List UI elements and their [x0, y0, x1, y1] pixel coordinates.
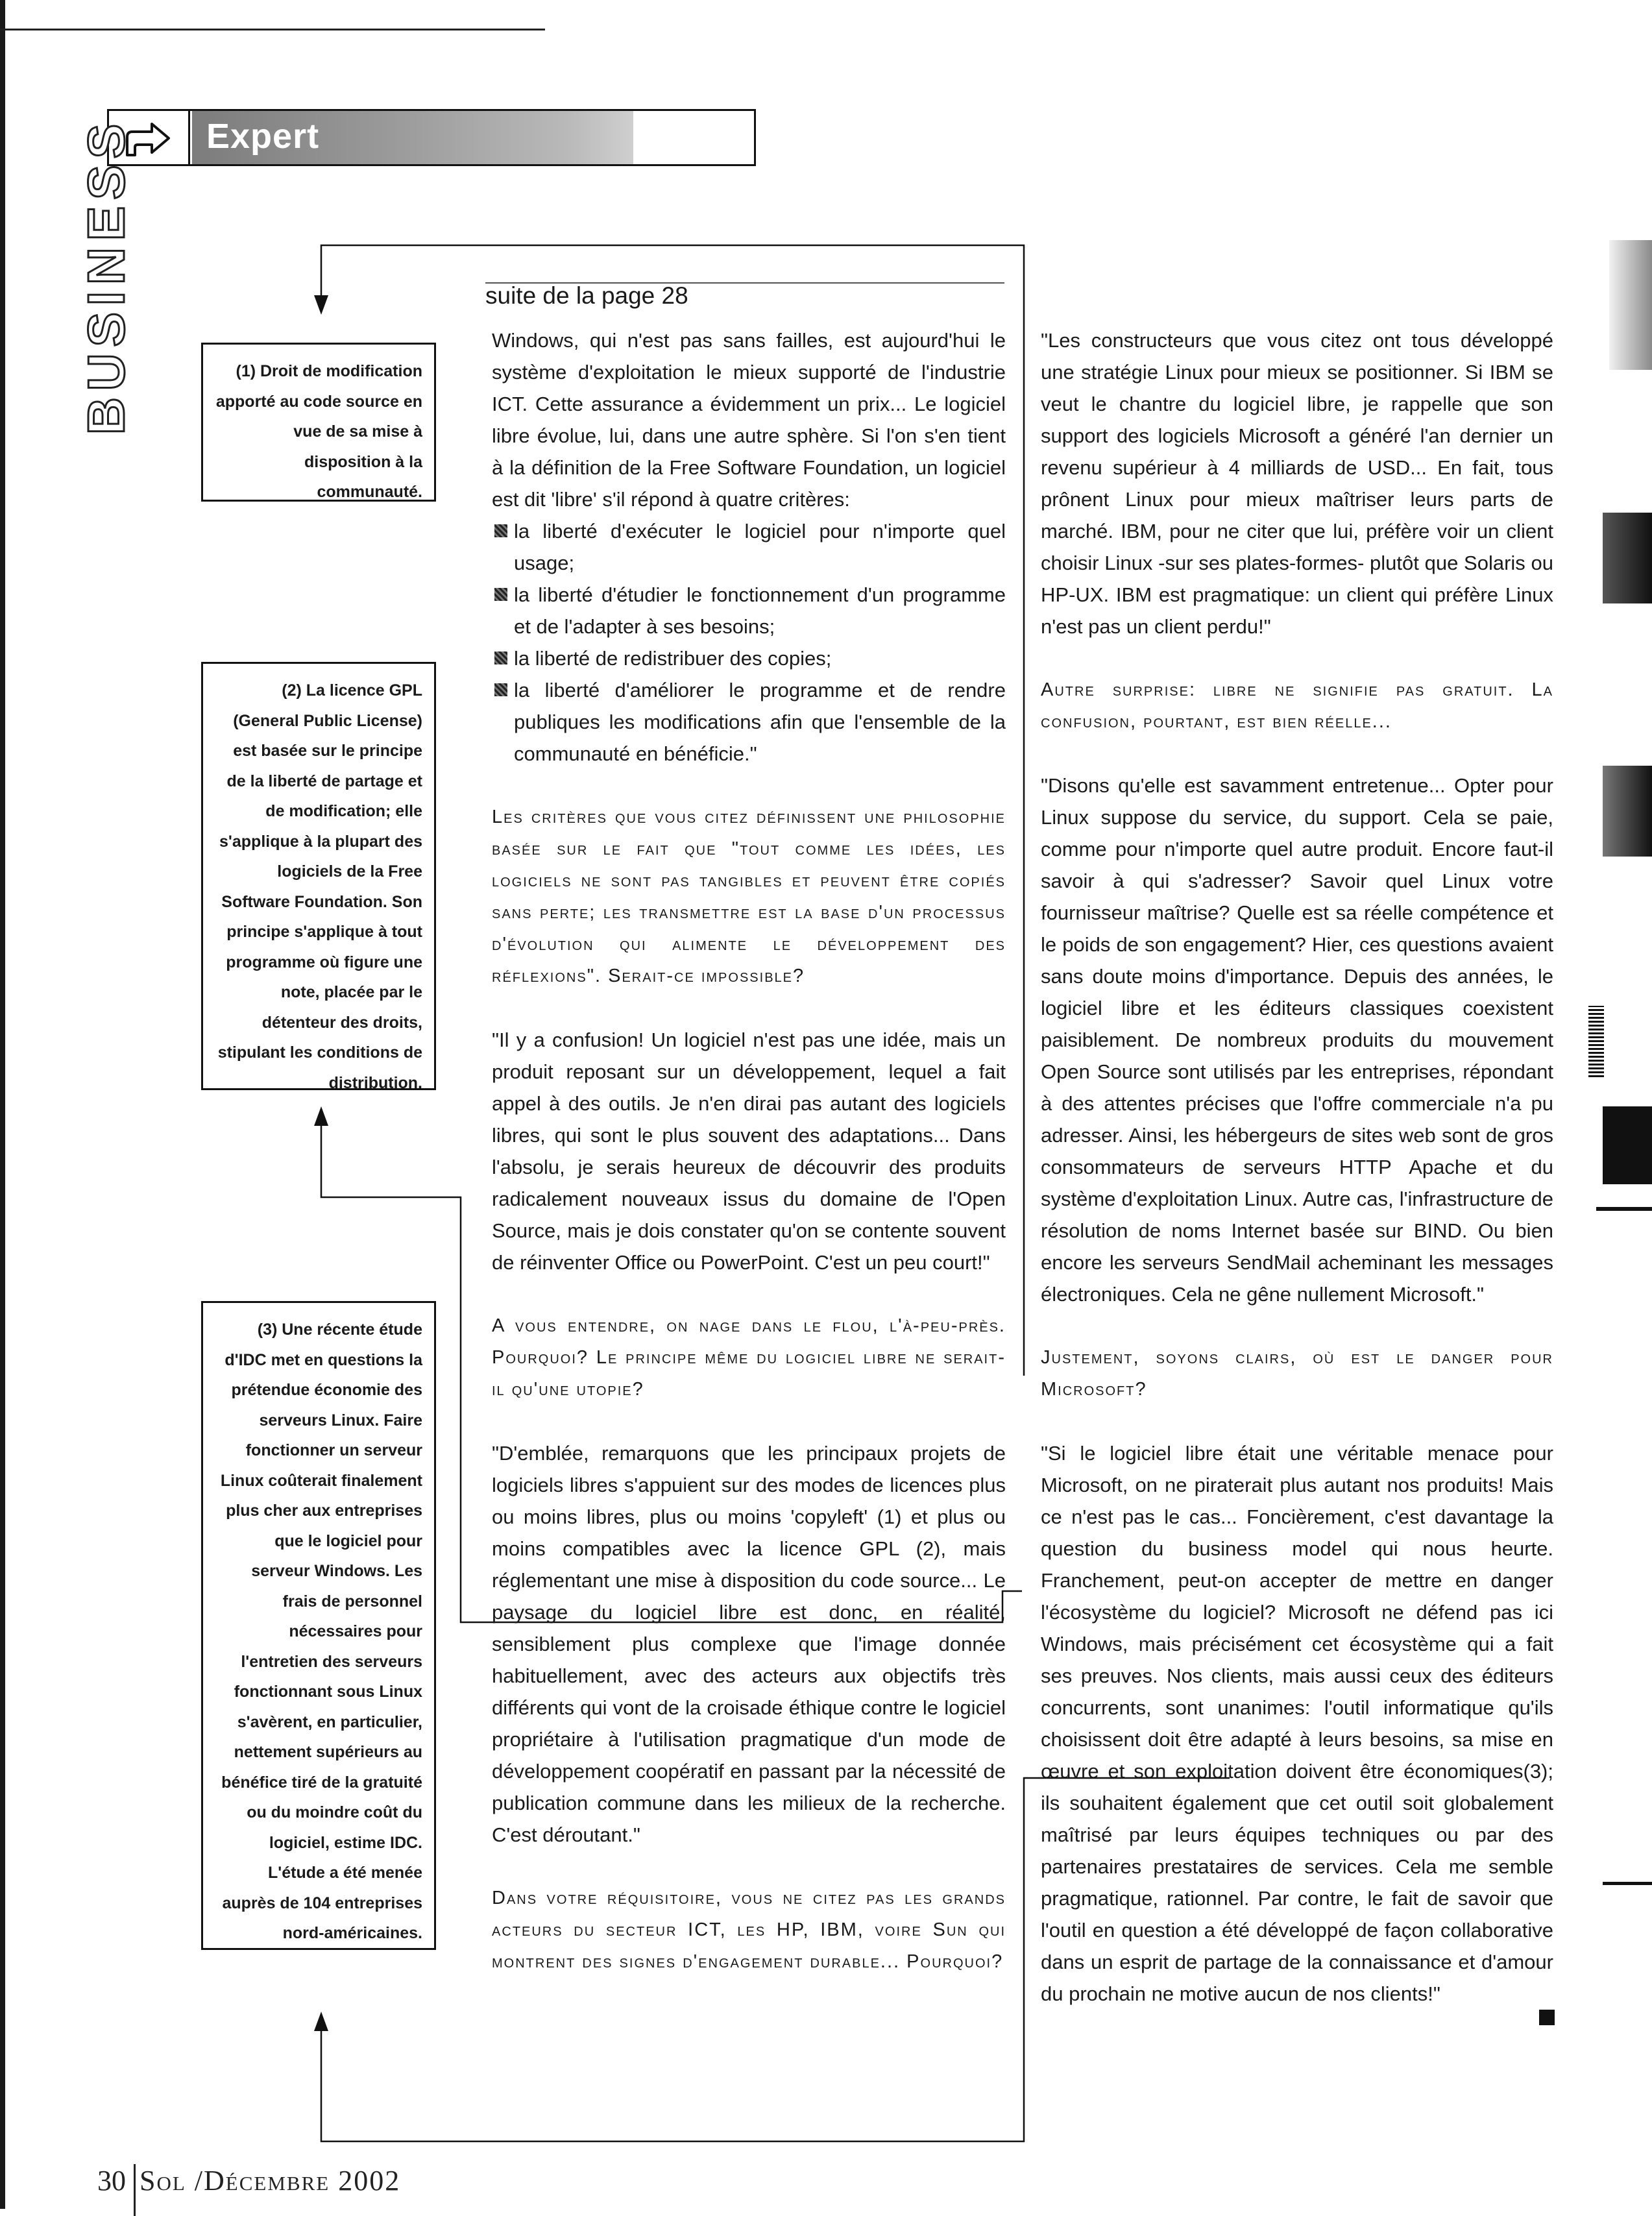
top-rule: [0, 29, 545, 30]
square-bullet-icon: [494, 524, 507, 537]
continued-from-text: suite de la page 28: [485, 282, 688, 309]
answer-4: "Disons qu'elle est savamment entretenue... Opter pour Linux suppose du service, du support. Cela se paie, comme pour n'importe quel autre produit. Encore faut-il savoir à qui s'adresser? Savoir quel Linux votre fournisseur maîtrise? Quelle est sa réelle compétence et le poids de son engagement? Hier, ces questions avaient sans doute moins d'importance. Depuis des années, le logiciel libre et les éditeurs classiques coexistent paisiblement. De nombreux produits du mouvement Open Source sont utilisés par les entreprises, répondant à des attentes précises que l'offre commerciale n'a pu adresser. Ainsi, les hébergeurs de sites web sont de gros consommateurs de serveurs HTTP Apache et du système d'exploitation Linux. Autre cas, l'infrastructure de résolution de noms Internet basée sur BIND. Ou bien encore les serveurs SendMail acheminant les messages électroniques. Cela ne gêne nullement Microsoft.": [1041, 774, 1553, 1306]
question-1: Les critères que vous citez définissent une philosophie basée sur le fait que "tout comme les idées, les logiciels ne sont pas tangibles et peuvent être copiés sans perte; les transmettre est la base d'un processus d'évolution qui alimente le développement des réflexions". Serait-ce impossible?: [492, 807, 1006, 986]
answer-3: "Les constructeurs que vous citez ont tous développé une stratégie Linux pour mieux se positionner. Si IBM se veut le chantre du logiciel libre, je rappelle que son support des logiciels Microsoft a généré l'an dernier un revenu supérieur à 4 milliards de USD... En fait, tous prônent Linux pour mieux maîtriser leurs parts de marché. IBM, pour ne citer que lui, préfère voir un client choisir Linux -sur ses plates-formes- plutôt que Solaris ou HP-UX. IBM est pragmatique: un client qui préfère Linux n'est pas un client perdu!": [1041, 329, 1553, 638]
footnote-2: (2) La licence GPL (General Public License) est basée sur le principe de la liberté de partage et de modification; elle s'applique à la plupart des logiciels de la Free Software Foundation. Son principe s'applique à tout programme où figure une note, placée par le détenteur des droits, stipulant les conditions de distribution.: [201, 662, 436, 1090]
page-footer: [97, 2164, 400, 2216]
question-5: Justement, soyons clairs, où est le danger pour Microsoft?: [1041, 1347, 1553, 1400]
question-3: Dans votre réquisitoire, vous ne citez pas les grands acteurs du secteur ICT, les HP, IBM, voire Sun qui montrent des signes d'engagement durable... Pourquoi?: [492, 1888, 1006, 1972]
section-header: [107, 109, 756, 166]
list-item: la liberté de redistribuer des copies;: [492, 642, 1006, 674]
middle-column: [492, 324, 1006, 2010]
answer-1: "Il y a confusion! Un logiciel n'est pas une idée, mais un produit reposant sur un développement, lequel a fait appel à des outils. Je n'en dirai pas autant des logiciels libres, qui sont le plus souvent des adaptations... Dans l'absolu, je serais heureux de découvrir des produits radicalement nouveaux issus du domaine de l'Open Source, mais je dois constater qu'on se contente souvent de réinventer Office ou PowerPoint. C'est un peu court!": [492, 1029, 1006, 1274]
scan-edge-artifact: [1603, 513, 1652, 603]
publication-date: Sol /Décembre 2002: [140, 2165, 401, 2197]
criteria-list: [492, 515, 1006, 770]
right-column: [1041, 324, 1553, 2041]
list-item: la liberté d'étudier le fonctionnement d'un programme et de l'adapter à ses besoins;: [492, 579, 1006, 642]
question-2: A vous entendre, on nage dans le flou, l'à-peu-près. Pourquoi? Le principe même du logiciel libre ne serait-il qu'une utopie?: [492, 1315, 1006, 1400]
scan-edge-artifact: [1603, 1882, 1652, 1885]
spacer: [492, 770, 1006, 801]
scan-edge-artifact: [1609, 240, 1652, 370]
intro-paragraph: Windows, qui n'est pas sans failles, est aujourd'hui le système d'exploitation le mieux supporté de l'industrie ICT. Cette assurance a évidemment un prix... Le logiciel libre évolue, lui, dans une autre sphère. Si l'on s'en tient à la définition de la Free Software Foundation, un logiciel est dit 'libre' s'il répond à quatre critères:: [492, 329, 1006, 511]
scan-edge-artifact: [1603, 766, 1652, 857]
continued-from-heading: [485, 282, 1004, 311]
square-bullet-icon: [494, 588, 507, 601]
page-scan-edge: [0, 0, 5, 2209]
list-item: la liberté d'améliorer le programme et de rendre publiques les modifications afin que l'ensemble de la communauté en bénéficie.": [492, 674, 1006, 770]
scan-edge-artifact: [1596, 1207, 1652, 1211]
footer-separator: [134, 2164, 136, 2216]
answer-2: "D'emblée, remarquons que les principaux projets de logiciels libres s'appuient sur des modes de licences plus ou moins libres, plus ou moins 'copyleft' (1) et plus ou moins compatibles avec la licence GPL (2), mais réglementant une mise à disposition du code source... Le paysage du logiciel libre est donc, en réalité, sensiblement plus complexe que l'image donnée habituellement, avec des acteurs aux objectifs très différents qui vont de la croisade éthique contre le logiciel propriétaire à l'utilisation pragmatique d'un mode de développement coopératif en passant par la nécessité de publication commune dans les milieux de la recherche. C'est déroutant.": [492, 1442, 1006, 1846]
scan-edge-artifact: [1588, 1006, 1604, 1077]
header-divider: [188, 111, 190, 164]
vertical-section-label: BUSINESS: [77, 117, 135, 435]
section-label: Expert: [206, 117, 320, 156]
footnote-3: (3) Une récente étude d'IDC met en questions la prétendue économie des serveurs Linux. Faire fonctionner un serveur Linux coûterait finalement plus cher aux entreprises que le logiciel pour serveur Windows. Les frais de personnel nécessaires pour l'entretien des serveurs fonctionnant sous Linux s'avèrent, en particulier, nettement supérieurs au bénéfice tiré de la gratuité ou du moindre coût du logiciel, estime IDC. L'étude a été menée auprès de 104 entreprises nord-américaines.: [201, 1301, 436, 1950]
square-bullet-icon: [494, 651, 507, 664]
question-4: Autre surprise: libre ne signifie pas gratuit. La confusion, pourtant, est bien réelle...: [1041, 679, 1553, 732]
answer-5: "Si le logiciel libre était une véritable menace pour Microsoft, on ne piraterait plus autant nos produits! Mais ce n'est pas le cas... Foncièrement, c'est davantage la question du business model qui nous heurte. Franchement, peut-on accepter de mettre en danger l'écosystème du logiciel? Microsoft ne défend pas ici Windows, mais précisément cet écosystème qui a fait ses preuves. Nos clients, mais aussi ceux des éditeurs concurrents, sont unanimes: l'outil informatique qu'ils choisissent doit être adapté à leurs besoins, sa mise en œuvre et son exploitation doivent être économiques(3); ils souhaitent également que cet outil soit globalement maîtrisé par leurs équipes techniques ou par des partenaires prestataires de services. Cela me semble pragmatique, rationnel. Par contre, le fait de savoir que l'outil en question a été développé de façon collaborative dans un esprit de partage de la connaissance et d'amour du prochain ne motive aucun de nos clients!": [1041, 1442, 1553, 2005]
list-item: la liberté d'exécuter le logiciel pour n'importe quel usage;: [492, 515, 1006, 579]
footnote-1: (1) Droit de modification apporté au code source en vue de sa mise à disposition à la communauté.: [201, 343, 436, 502]
square-bullet-icon: [494, 683, 507, 696]
page-number: 30: [97, 2165, 126, 2197]
end-of-article-mark: [1539, 2010, 1555, 2025]
scan-edge-artifact: [1603, 1106, 1652, 1184]
